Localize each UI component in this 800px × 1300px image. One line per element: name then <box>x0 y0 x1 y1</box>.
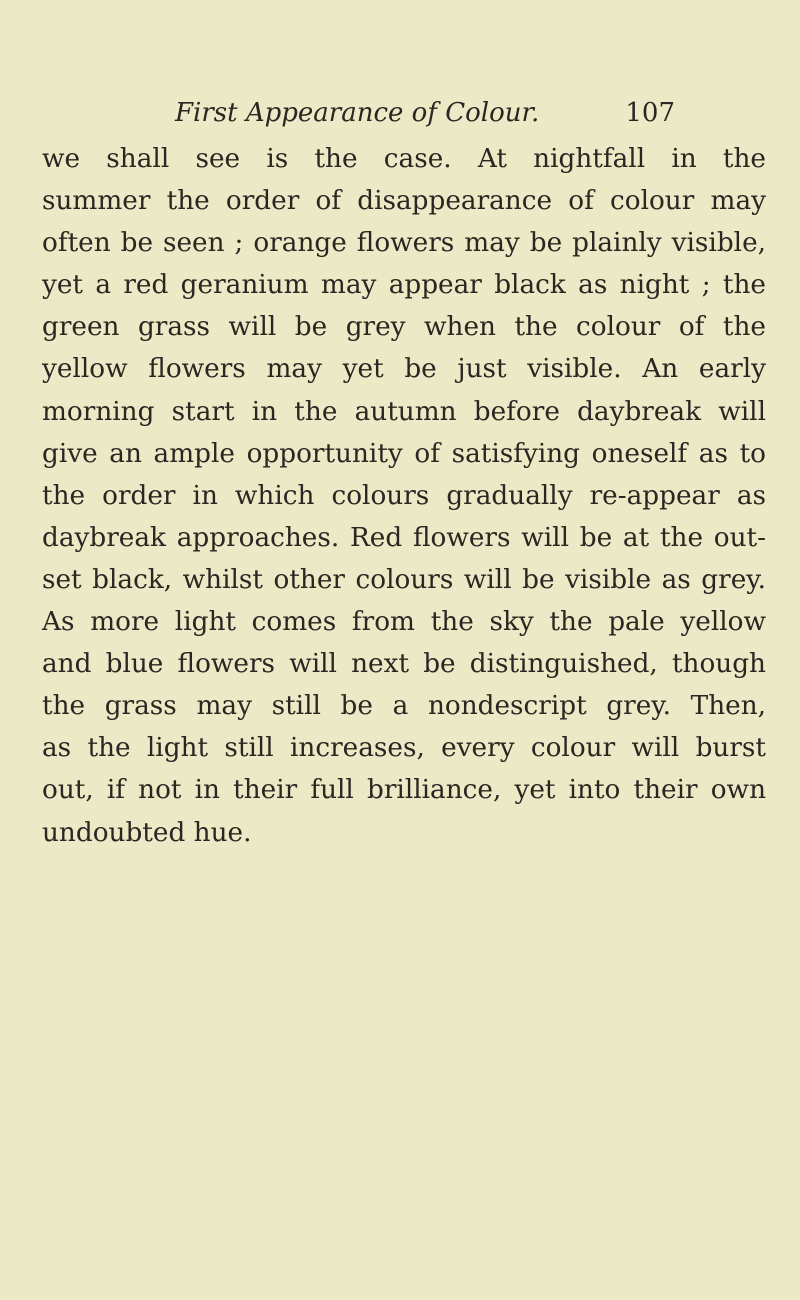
text-line: out, if not in their full brilliance, yet into their own <box>42 775 766 806</box>
text-line: and blue flowers will next be distinguished, though <box>42 649 766 680</box>
text-line: give an ample opportunity of satisfying oneself as to <box>42 438 766 469</box>
text-line: yet a red geranium may appear black as night ; the <box>42 270 766 301</box>
text-line: morning start in the autumn before daybreak will <box>42 396 766 427</box>
text-line: the grass may still be a nondescript grey. Then, <box>42 691 766 722</box>
page-number: 107 <box>625 98 675 128</box>
text-line: as the light still increases, every colour will burst <box>42 733 766 764</box>
text-line: green grass will be grey when the colour of the <box>42 312 766 343</box>
text-line: yellow flowers may yet be just visible. An early <box>42 354 766 385</box>
text-line: summer the order of disappearance of colour may <box>42 186 766 217</box>
text-line: the order in which colours gradually re-appear as <box>42 480 766 511</box>
text-line: As more light comes from the sky the pale yellow <box>42 607 766 638</box>
text-line: set black, whilst other colours will be visible as grey. <box>42 564 766 595</box>
text-line: undoubted hue. <box>42 817 252 848</box>
running-head <box>175 100 675 126</box>
text-line: often be seen ; orange flowers may be plainly visible, <box>42 228 766 259</box>
body-paragraph <box>42 138 766 854</box>
text-line: daybreak approaches. Red flowers will be at the out- <box>42 522 766 553</box>
text-line: we shall see is the case. At nightfall in the <box>42 144 766 174</box>
running-title: First Appearance of Colour. <box>175 98 540 128</box>
